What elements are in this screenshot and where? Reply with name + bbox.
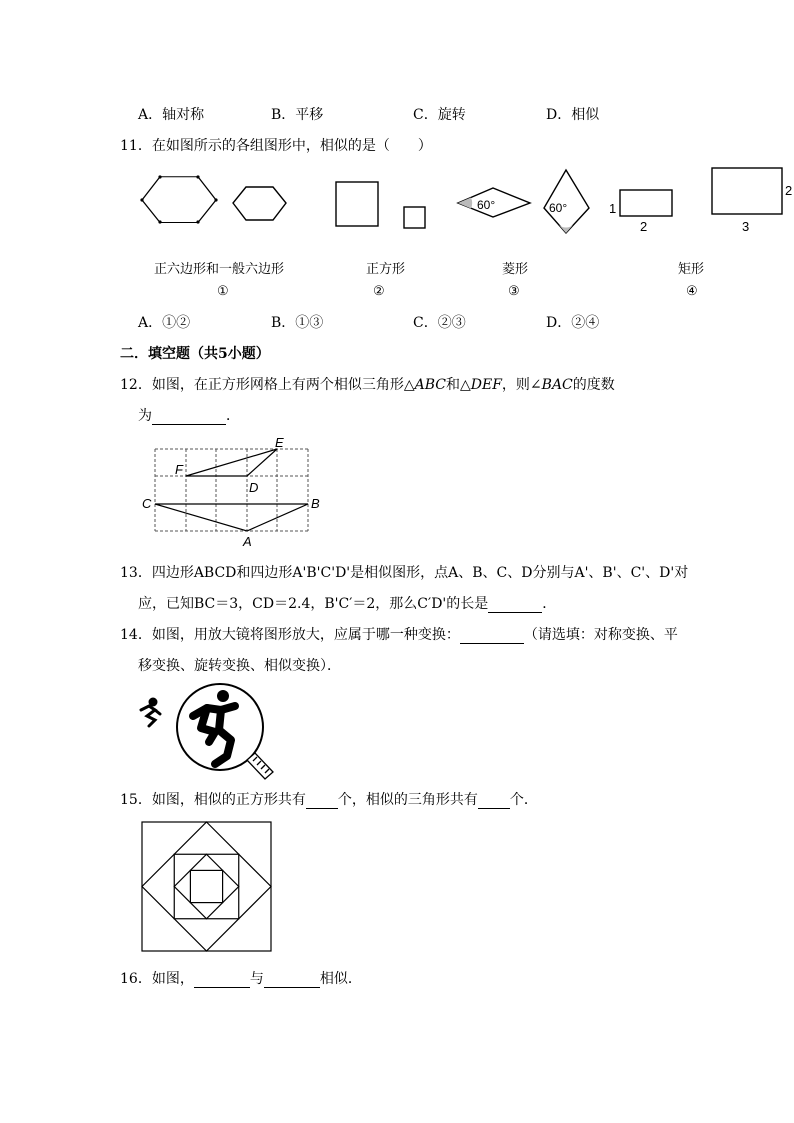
q12-grid-figure (138, 434, 338, 549)
q11-option-c: C．②③ (413, 315, 466, 331)
label-a: A (243, 534, 252, 549)
q14-answer-blank[interactable] (460, 629, 524, 644)
rect1-height-label: 1 (609, 201, 617, 216)
q11-option-a: A．①② (138, 315, 191, 331)
triangle-def (186, 449, 277, 476)
q10-option-b: B．平移 (271, 107, 324, 123)
square-4 (174, 854, 239, 919)
square-5 (190, 870, 222, 902)
large-square (336, 182, 378, 226)
square-3 (174, 854, 239, 919)
label-f: F (175, 462, 183, 477)
q13-line1: 13．四边形ABCD和四边形A'B'C'D'是相似图形，点A、B、C、D分别与A'、B'、C'、D'对 (120, 565, 689, 581)
rect2-height-label: 2 (785, 183, 793, 198)
q16-line: 16．如图， 与 相似． (120, 971, 362, 987)
q10-option-a: A．轴对称 (138, 107, 205, 123)
number-4: ④ (686, 284, 698, 299)
label-c: C (142, 496, 152, 511)
q11-stem: 11．在如图所示的各组图形中，相似的是（ ） (120, 138, 432, 154)
q16-first-blank[interactable] (194, 973, 250, 988)
q15-line: 15．如图，相似的正方形共有 个，相似的三角形共有 个． (120, 792, 538, 808)
caption-rectangles: 矩形 (678, 262, 705, 277)
q15-triangle-count-blank[interactable] (478, 794, 510, 809)
rhombus-angle-shade-1 (458, 198, 472, 209)
rect2-width-label: 3 (742, 219, 750, 234)
square-1 (142, 822, 271, 951)
caption-rhombi: 菱形 (502, 262, 529, 277)
number-2: ② (373, 284, 385, 299)
general-hexagon (233, 187, 286, 220)
rhombus-angle-shade-2 (559, 225, 573, 233)
label-b: B (311, 496, 320, 511)
number-3: ③ (508, 284, 520, 299)
q11-option-b: B．①③ (271, 315, 324, 331)
q12-answer-blank[interactable] (152, 410, 226, 425)
label-d: D (249, 480, 259, 495)
q16-second-blank[interactable] (264, 973, 320, 988)
caption-hexagons: 正六边形和一般六边形 (154, 262, 285, 277)
q12-line2: 为 ． (138, 408, 240, 424)
q14-line1: 14．如图，用放大镜将图形放大，应属于哪一种变换： （请选填：对称变换、平 (120, 627, 678, 643)
magnifier-handle-icon (247, 753, 273, 779)
q10-option-d: D．相似 (546, 107, 600, 123)
angle-label-60-1: 60° (477, 198, 496, 212)
hexagon-vertices (140, 175, 217, 223)
number-1: ① (217, 284, 229, 299)
caption-squares: 正方形 (366, 262, 406, 277)
small-dancer-icon (141, 699, 160, 726)
rect1-width-label: 2 (640, 219, 648, 234)
angle-label-60-2: 60° (549, 201, 568, 215)
q13-answer-blank[interactable] (488, 598, 542, 613)
q12-line1: 12．如图，在正方形网格上有两个相似三角形△ABC和△DEF，则∠BAC的度数 (120, 377, 615, 393)
small-rectangle (620, 190, 672, 216)
q14-line2: 移变换、旋转变换、相似变换）． (138, 658, 341, 674)
label-e: E (275, 435, 284, 450)
regular-hexagon (142, 177, 216, 223)
large-dancer-icon (193, 690, 235, 764)
triangle-abc (155, 504, 308, 531)
square-2 (142, 822, 271, 951)
q11-option-d: D．②④ (546, 315, 600, 331)
q15-nested-squares-figure (140, 820, 274, 954)
q11-figures (130, 160, 794, 240)
q15-square-count-blank[interactable] (306, 794, 338, 809)
large-rectangle (712, 168, 782, 214)
q10-option-c: C．旋转 (413, 107, 466, 123)
q14-magnifier-figure (135, 680, 310, 785)
small-square (404, 207, 425, 228)
q13-line2: 应，已知BC＝3，CD＝2.4，B'C′＝2，那么C′D'的长是 ． (138, 596, 557, 612)
section-fill-in-heading: 二．填空题（共5小题） (120, 346, 270, 362)
